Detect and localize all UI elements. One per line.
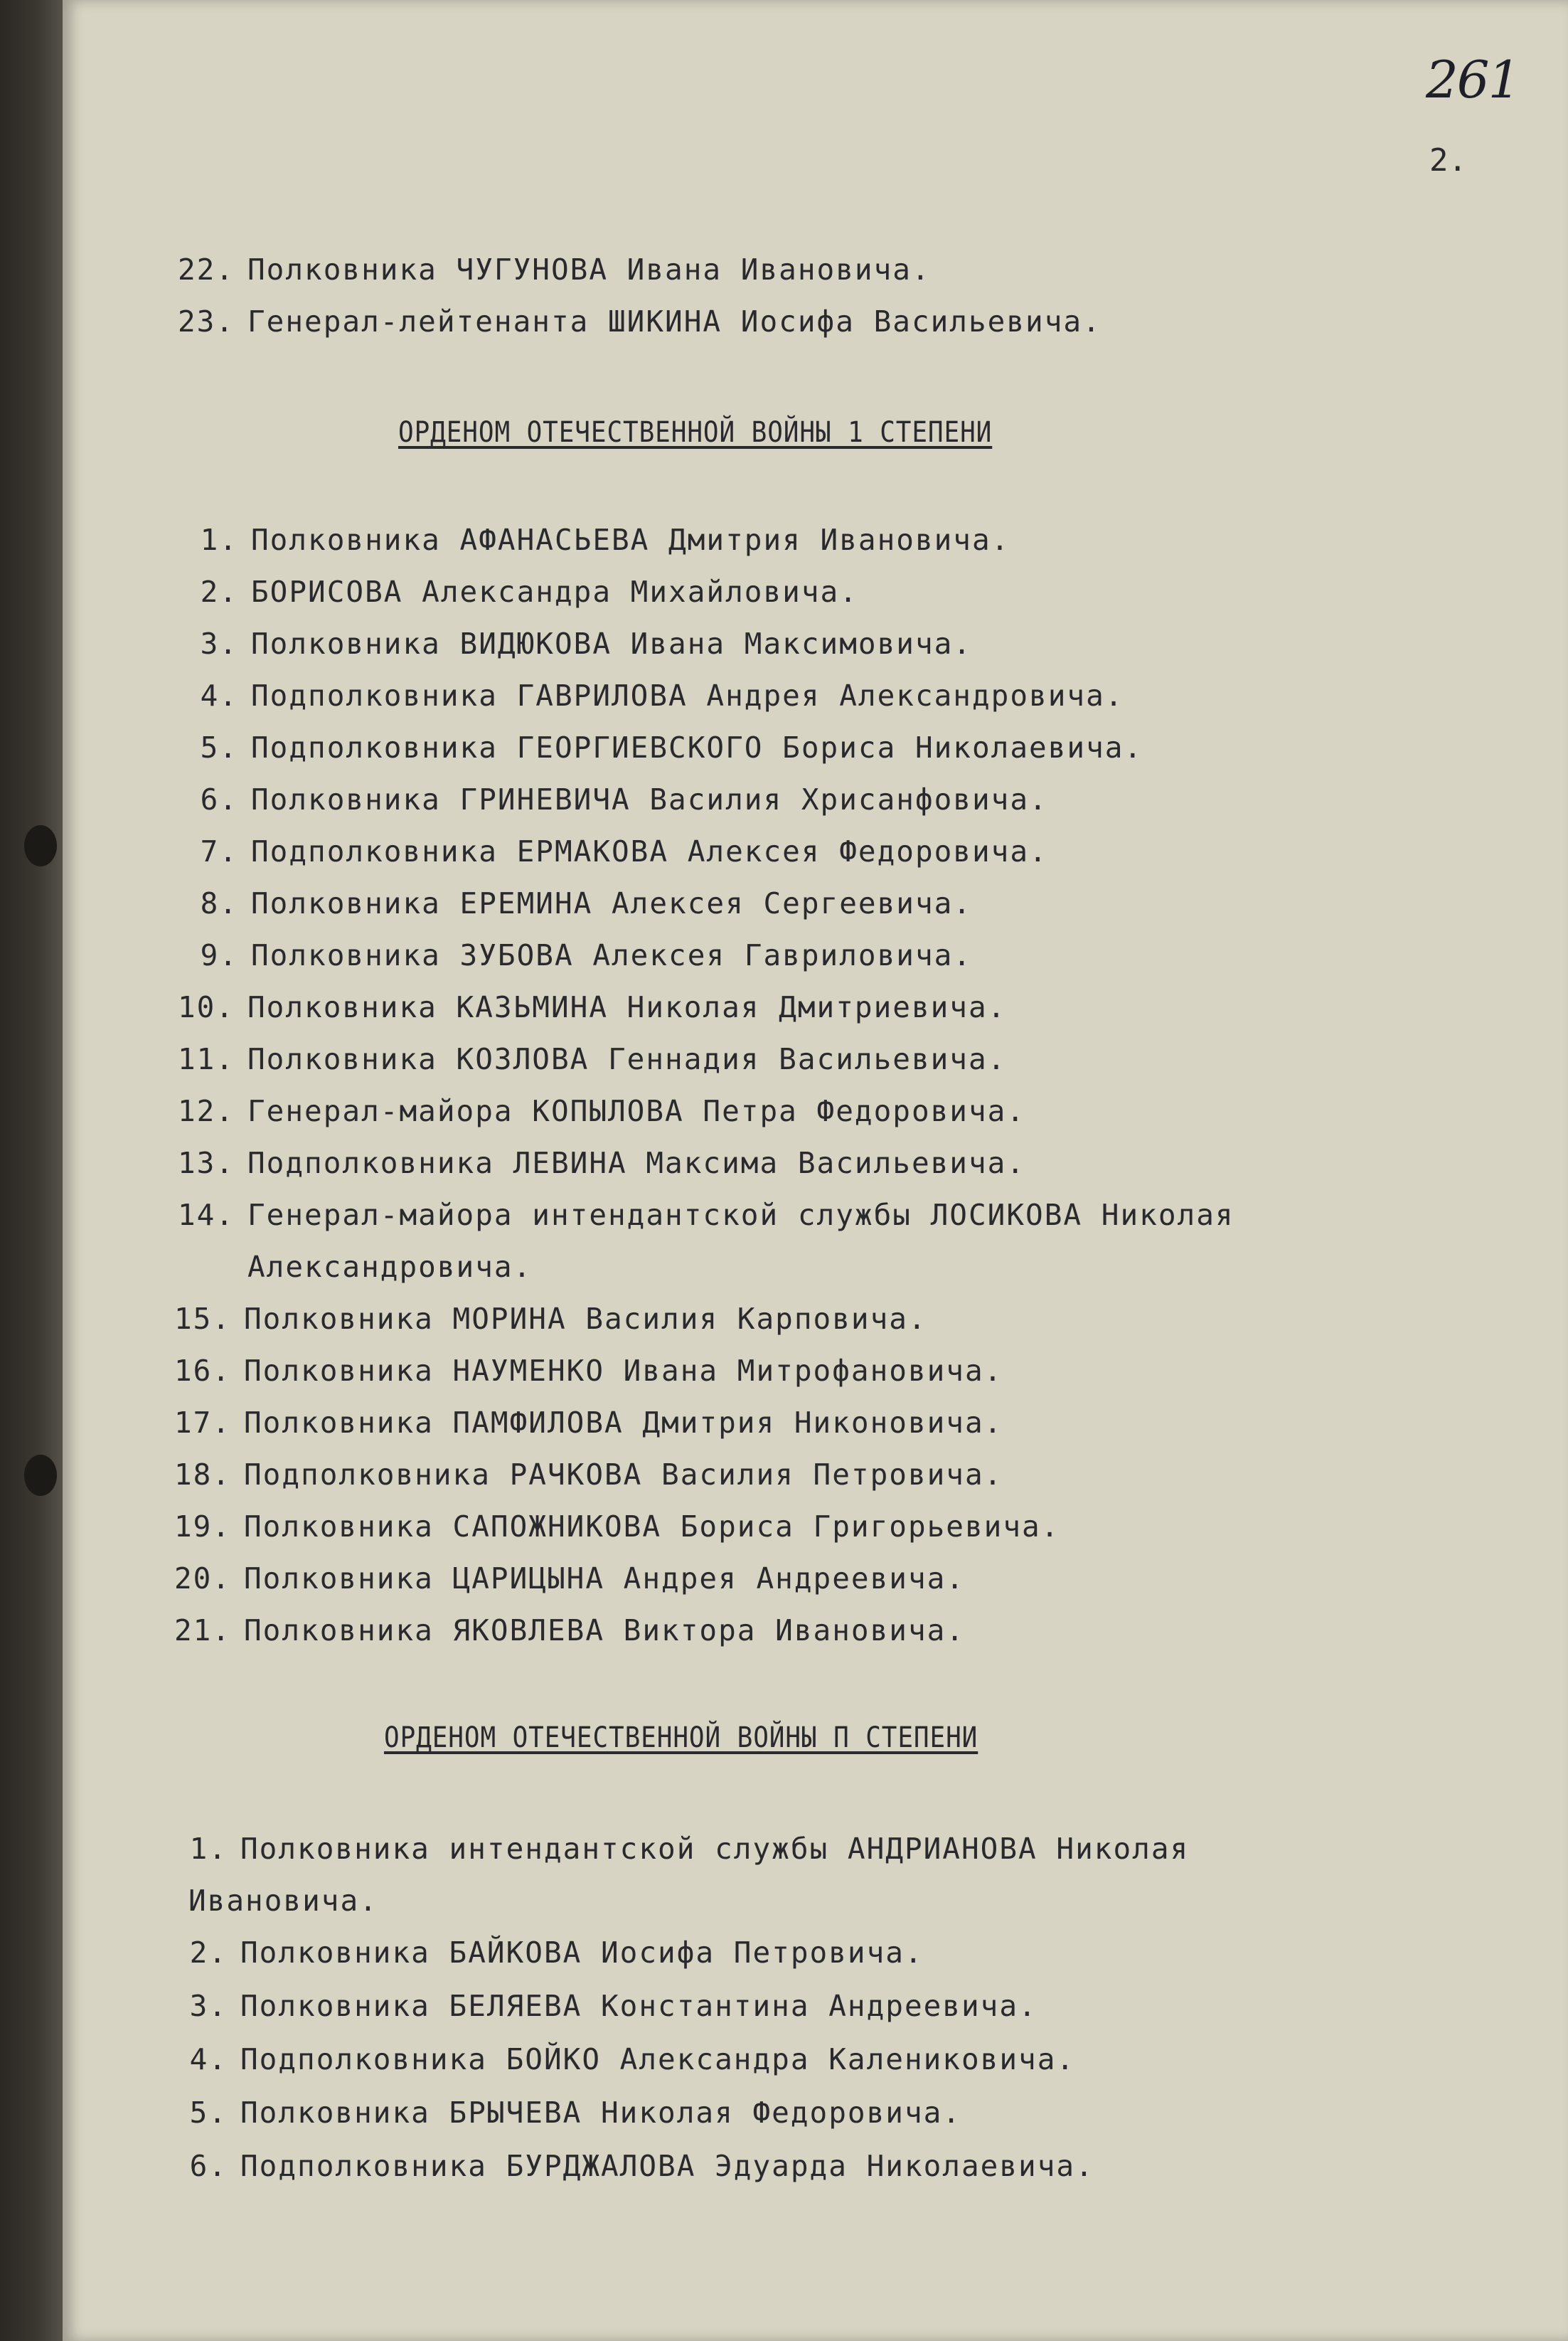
item-number: 2. [189, 1936, 228, 1970]
list-item [142, 1989, 1038, 2023]
item-number: 5. [200, 731, 238, 765]
item-number: 14. [177, 1198, 235, 1232]
item-number: 1. [189, 1832, 228, 1866]
item-number: 18. [174, 1458, 231, 1492]
item-text: Подполковника РАЧКОВА Василия Петровича. [244, 1458, 1003, 1492]
item-text: Полковника БАЙКОВА Иосифа Петровича. [240, 1936, 924, 1970]
list-item [149, 1042, 1006, 1076]
list-item [149, 304, 1102, 339]
item-number: 21. [174, 1613, 231, 1647]
item-number: 11. [177, 1042, 235, 1076]
page-binding [0, 0, 63, 2341]
list-item [149, 1094, 1025, 1128]
item-text: Генерал-майора КОПЫЛОВА Петра Федоровича. [247, 1094, 1026, 1128]
list-item [149, 1146, 1025, 1180]
section-heading: ОРДЕНОМ ОТЕЧЕСТВЕННОЙ ВОЙНЫ П СТЕПЕНИ [384, 1721, 978, 1754]
item-text: Полковника АФАНАСЬЕВА Дмитрия Ивановича. [251, 523, 1010, 557]
item-text: Полковника ВИДЮКОВА Ивана Максимовича. [251, 627, 972, 661]
item-text: Генерал-лейтенанта ШИКИНА Иосифа Васильевича. [247, 304, 1102, 339]
item-text: Подполковника ЕРМАКОВА Алексея Федоровича. [251, 834, 1048, 869]
item-text: Полковника ЦАРИЦЫНА Андрея Андреевича. [244, 1561, 965, 1596]
item-text: Полковника КАЗЬМИНА Николая Дмитриевича. [247, 990, 1007, 1024]
list-item [149, 253, 931, 287]
item-number: 20. [174, 1561, 231, 1596]
list-item [142, 2096, 961, 2130]
list-item [153, 731, 1143, 765]
item-text: Подполковника ЛЕВИНА Максима Васильевича. [247, 1146, 1026, 1180]
list-item [142, 2042, 1075, 2076]
item-text: Полковника БЕЛЯЕВА Константина Андреевича. [240, 1989, 1038, 2023]
item-number: 9. [200, 938, 238, 972]
item-text: Полковника КОЗЛОВА Геннадия Васильевича. [247, 1042, 1007, 1076]
item-number: 4. [200, 679, 238, 713]
list-item [142, 1936, 924, 1970]
list-item [149, 990, 1006, 1024]
list-item-continuation [188, 1884, 378, 1918]
item-number: 1. [200, 523, 238, 557]
item-number: 7. [200, 834, 238, 869]
list-item [153, 834, 1048, 869]
item-number: 22. [177, 253, 235, 287]
item-text: Полковника САПОЖНИКОВА Бориса Григорьевича. [244, 1509, 1060, 1544]
item-text: Ивановича. [188, 1884, 378, 1918]
item-number: 2. [200, 575, 238, 609]
item-text: Полковника ЧУГУНОВА Ивана Ивановича. [247, 253, 931, 287]
archive-page-number: 261 [1426, 50, 1520, 110]
list-item [153, 938, 972, 972]
list-item [153, 782, 1048, 817]
item-text: Подполковника БУРДЖАЛОВА Эдуарда Николаевича. [240, 2149, 1094, 2183]
item-number: 3. [200, 627, 238, 661]
item-text: Подполковника БОЙКО Александра Калениковича. [240, 2042, 1076, 2076]
list-item [149, 1198, 1234, 1232]
item-number: 6. [200, 782, 238, 817]
item-text: Полковника ГРИНЕВИЧА Василия Хрисанфовича. [251, 782, 1048, 817]
item-number: 12. [177, 1094, 235, 1128]
item-number: 16. [174, 1354, 231, 1388]
item-text: Александровича. [247, 1250, 533, 1284]
list-item [146, 1561, 965, 1596]
item-number: 13. [177, 1146, 235, 1180]
list-item [153, 627, 972, 661]
item-text: Полковника НАУМЕНКО Ивана Митрофановича. [244, 1354, 1003, 1388]
item-number: 23. [177, 304, 235, 339]
list-item [153, 575, 858, 609]
item-text: Подполковника ГАВРИЛОВА Андрея Александровича. [251, 679, 1124, 713]
item-text: Полковника интендантской службы АНДРИАНОВА Николая [240, 1832, 1190, 1866]
item-number: 3. [189, 1989, 228, 2023]
punch-hole [24, 825, 57, 866]
item-text: Полковника ПАМФИЛОВА Дмитрия Никоновича. [244, 1406, 1003, 1440]
list-item [146, 1613, 965, 1647]
item-number: 15. [174, 1302, 231, 1336]
section-heading: ОРДЕНОМ ОТЕЧЕСТВЕННОЙ ВОЙНЫ 1 СТЕПЕНИ [398, 416, 993, 449]
list-item [146, 1406, 1003, 1440]
item-text: Полковника ЯКОВЛЕВА Виктора Ивановича. [244, 1613, 965, 1647]
list-item [142, 1832, 1189, 1866]
item-number: 8. [200, 886, 238, 920]
list-item [146, 1458, 1003, 1492]
item-number: 6. [189, 2149, 228, 2183]
item-text: БОРИСОВА Александра Михайловича. [251, 575, 858, 609]
list-item-continuation [149, 1250, 532, 1284]
item-text: Полковника ЗУБОВА Алексея Гавриловича. [251, 938, 972, 972]
item-number: 4. [189, 2042, 228, 2076]
item-number: 5. [189, 2096, 228, 2130]
list-item [146, 1302, 927, 1336]
list-item [146, 1354, 1003, 1388]
list-item [146, 1509, 1060, 1544]
list-item [153, 679, 1124, 713]
list-item [142, 2149, 1094, 2183]
item-text: Полковника МОРИНА Василия Карповича. [244, 1302, 927, 1336]
list-item [153, 886, 972, 920]
item-number: 10. [177, 990, 235, 1024]
list-item [153, 523, 1010, 557]
item-text: Полковника ЕРЕМИНА Алексея Сергеевича. [251, 886, 972, 920]
item-text: Полковника БРЫЧЕВА Николая Федоровича. [240, 2096, 961, 2130]
punch-hole [24, 1455, 57, 1496]
item-text: Генерал-майора интендантской службы ЛОСИКОВА Николая [247, 1198, 1234, 1232]
item-text: Подполковника ГЕОРГИЕВСКОГО Бориса Николаевича. [251, 731, 1143, 765]
page-number: 2. [1429, 142, 1467, 179]
item-number: 19. [174, 1509, 231, 1544]
item-number: 17. [174, 1406, 231, 1440]
